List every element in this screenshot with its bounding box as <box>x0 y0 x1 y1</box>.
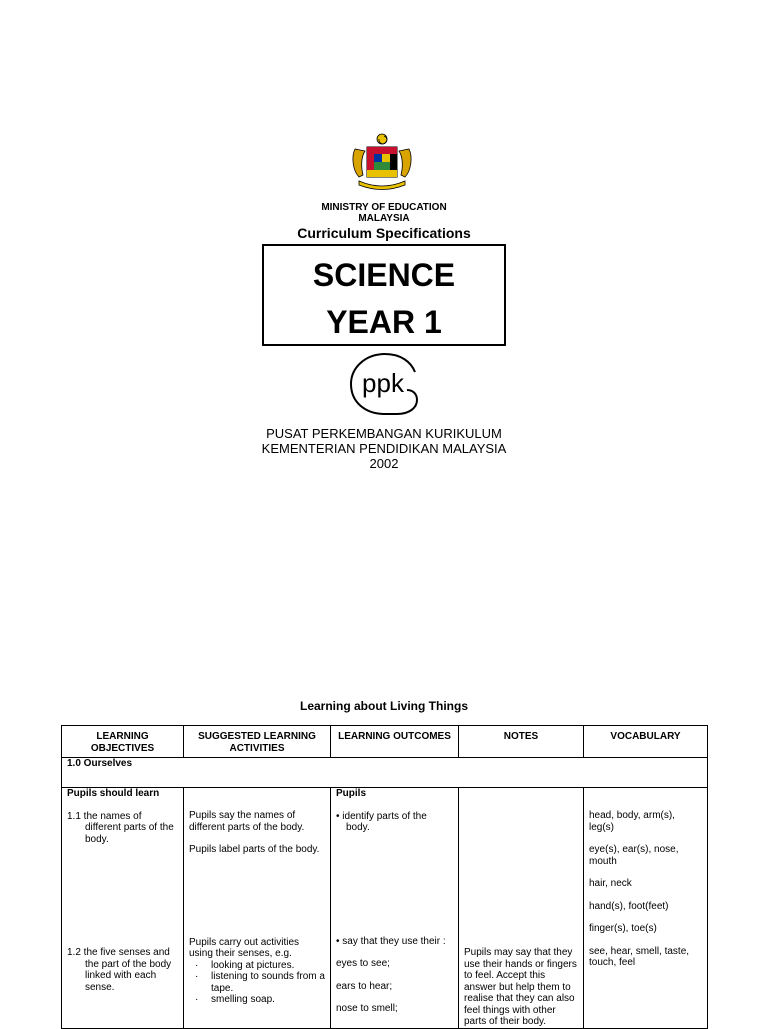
list-item: · looking at pictures. <box>189 960 325 972</box>
notes-1-2: Pupils may say that they use their hands or fingers to feel. Accept this answer but help them to realise that they can also feel things with other parts of their body. <box>464 947 577 1027</box>
activity-1-2-intro: Pupils carry out activities using their senses, e.g. <box>189 936 300 959</box>
subject-title-box <box>262 244 506 346</box>
vocab-face: eye(s), ear(s), nose, mouth <box>589 844 679 867</box>
outcome-1-2-eyes: eyes to see; <box>336 958 390 969</box>
lo-intro: Pupils should learn <box>67 788 160 799</box>
year-title: YEAR 1 <box>326 304 442 340</box>
vocab-hair-neck: hair, neck <box>589 878 632 889</box>
ministry-line-2: MALAYSIA <box>358 213 410 224</box>
vocab-hands-feet: hand(s), foot(feet) <box>589 900 669 912</box>
header-learning-outcomes: LEARNING OUTCOMES <box>331 726 459 758</box>
topic-title: 1.0 Ourselves <box>62 758 708 788</box>
activity-1-1-say: Pupils say the names of different parts of the body. <box>189 810 305 833</box>
publisher-line-2: KEMENTERIAN PENDIDIKAN MALAYSIA <box>261 441 507 456</box>
vocab-body-parts: head, body, arm(s), leg(s) <box>589 810 675 833</box>
ppk-logo <box>345 350 423 418</box>
list-item: · listening to sounds from a tape. <box>189 971 325 994</box>
list-item: · smelling soap. <box>189 994 325 1006</box>
activity-1-1-label: Pupils label parts of the body. <box>189 844 320 855</box>
outcome-1-1: • identify parts of the body. <box>336 810 427 833</box>
vocabulary-cell <box>584 788 708 1029</box>
table-header-row <box>62 726 708 758</box>
table-row <box>62 788 708 1029</box>
curriculum-table <box>61 725 708 1029</box>
header-vocabulary: VOCABULARY <box>584 726 708 758</box>
activity-1-2-list <box>189 960 325 1006</box>
coat-of-arms-logo <box>349 131 415 193</box>
header-suggested-activities: SUGGESTED LEARNING ACTIVITIES <box>184 726 331 758</box>
objective-1-1: 1.1 the names of different parts of the body. <box>67 810 174 845</box>
publisher-year: 2002 <box>369 456 399 471</box>
learning-objectives-cell <box>62 788 184 1029</box>
notes-cell <box>459 788 584 1029</box>
header-learning-objectives: LEARNING OBJECTIVES <box>62 726 184 758</box>
vocab-senses: see, hear, smell, taste, touch, feel <box>589 945 690 968</box>
outcome-1-2-ears: ears to hear; <box>336 980 393 992</box>
section-title: Learning about Living Things <box>300 699 468 713</box>
publisher-line-1: PUSAT PERKEMBANGAN KURIKULUM <box>266 426 502 441</box>
curriculum-specifications-title: Curriculum Specifications <box>297 225 471 241</box>
outcomes-cell <box>331 788 459 1029</box>
outcome-intro: Pupils <box>336 788 367 799</box>
topic-row <box>62 758 708 788</box>
objective-1-2: 1.2 the five senses and the part of the body linked with each sense. <box>67 947 172 993</box>
outcome-1-2-nose: nose to smell; <box>336 1003 398 1014</box>
ppk-logo-text: ppk <box>362 368 404 398</box>
subject-title: SCIENCE <box>312 257 456 293</box>
ministry-line-1: MINISTRY OF EDUCATION <box>321 202 447 213</box>
outcome-1-2-intro: • say that they use their : <box>336 935 446 947</box>
activities-cell <box>184 788 331 1029</box>
header-notes: NOTES <box>459 726 584 758</box>
vocab-fingers-toes: finger(s), toe(s) <box>589 923 657 934</box>
